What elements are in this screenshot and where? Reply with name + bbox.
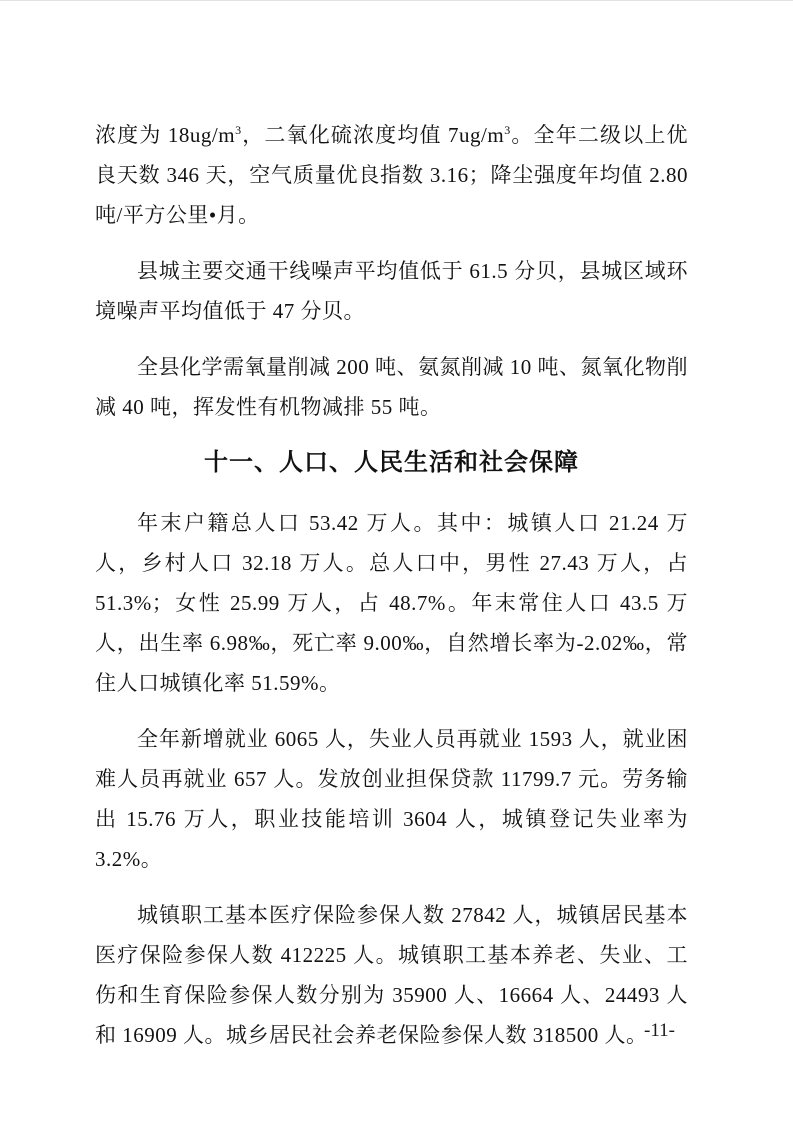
paragraph-emissions: 全县化学需氧量削减 200 吨、氨氮削减 10 吨、氮氧化物削减 40 吨，挥发性有机物减排 55 吨。 — [95, 355, 688, 419]
air-quality-text-3: 。全年二级以上优良天数 346 天，空气质量优良指数 3.16；降尘强度年均值 2.80 吨/平方公里•月。 — [95, 123, 689, 227]
paragraph-population: 年末户籍总人口 53.42 万人。其中：城镇人口 21.24 万人，乡村人口 32.18 万人。总人口中，男性 27.43 万人，占 51.3%；女性 25.99 万人，占 48.7%。年末常住人口 43.5 万人，出生率 6.98‰，死亡率 9.00‰，自然增长率为-2.02‰，常住人口城镇化率 51.59%。 — [95, 511, 688, 695]
paragraph-insurance: 城镇职工基本医疗保险参保人数 27842 人，城镇居民基本医疗保险参保人数 412225 人。城镇职工基本养老、失业、工伤和生育保险参保人数分别为 35900 人、16664 人、24493 人和 16909 人。城乡居民社会养老保险参保人数 318500 人。 — [95, 903, 688, 1047]
paragraph-air-quality — [95, 115, 688, 235]
air-quality-text-2: ，二氧化硫浓度均值 7ug/m — [241, 123, 505, 147]
air-quality-text-1: 浓度为 18ug/m — [95, 123, 236, 147]
superscript-cubic-meter: 3 — [504, 123, 511, 137]
page-number: -11- — [644, 1020, 675, 1041]
superscript-cubic-meter: 3 — [235, 123, 242, 137]
section-heading: 十一、人口、人民生活和社会保障 — [204, 450, 579, 476]
paragraph-noise: 县城主要交通干线噪声平均值低于 61.5 分贝，县城区域环境噪声平均值低于 47 分贝。 — [95, 259, 688, 323]
page-content — [95, 1, 688, 1055]
paragraph-employment: 全年新增就业 6065 人，失业人员再就业 1593 人，就业困难人员再就业 657 人。发放创业担保贷款 11799.7 元。劳务输出 15.76 万人，职业技能培训 3604 人，城镇登记失业率为 3.2%。 — [95, 727, 688, 871]
